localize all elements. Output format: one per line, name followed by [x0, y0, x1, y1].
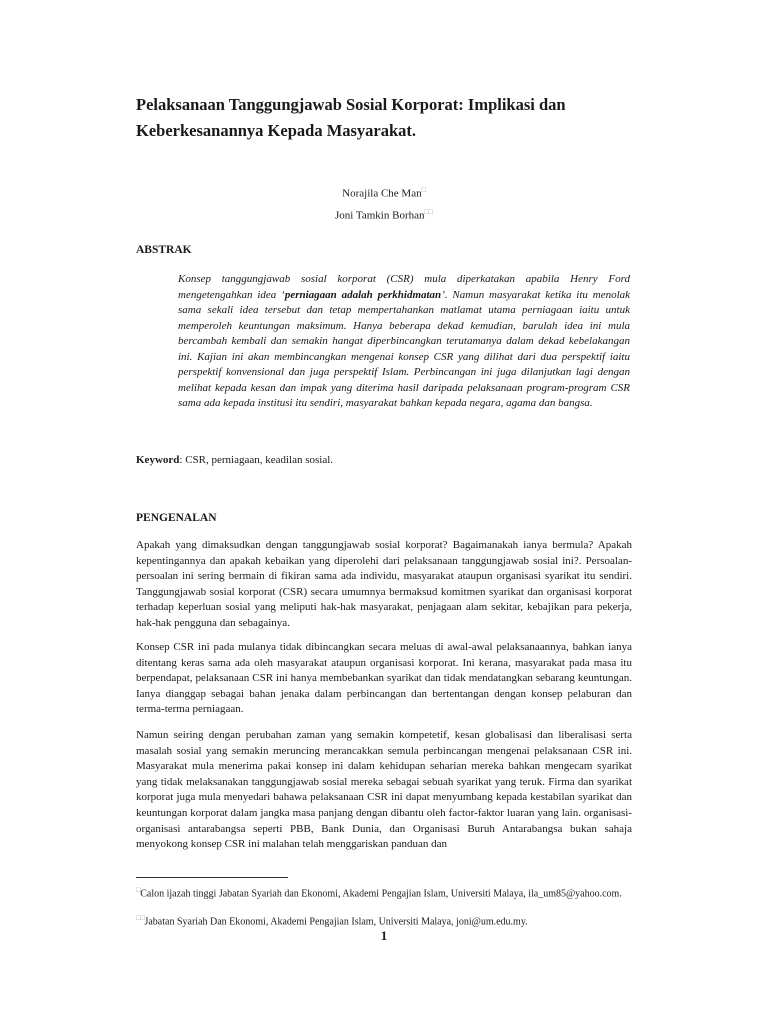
paragraph: Namun seiring dengan perubahan zaman yang semakin kompetetif, kesan globalisasi dan liberalisasi serta masalah sosial yang semakin meruncing merancakkan semula perbincangan mengenai pelaksanaan CSR ini. Masyarakat mula menerima pakai konsep ini dalam kehidupan seharian mereka bahkan mengecam syarikat yang tidak melaksanakan tanggungjawab sosial mereka sebagai sebuah syarikat yang teruk. Firma dan syarikat korporat juga mula menyedari bahawa pelaksanaan CSR ini dapat menyumbang kepada kestabilan syarikat dan keuntungan korporat dalam jangka masa panjang dengan dibantu oleh factor-faktor luaran yang lain. organisasi-organisasi antarabangsa seperti PBB, Bank Dunia, dan Organisasi Buruh Antarabangsa bukan sahaja menyokong konsep CSR ini malahan telah menggariskan panduan dan — [136, 729, 632, 851]
footnote-2 — [136, 912, 632, 929]
author-name: Joni Tamkin Borhan — [335, 209, 425, 222]
author-1 — [0, 181, 768, 203]
keyword-label: Keyword — [136, 454, 180, 466]
title-line-2: Keberkesanannya Kepada Masyarakat. — [136, 121, 417, 140]
author-2 — [0, 203, 768, 225]
footnote-text: Calon ijazah tinggi Jabatan Syariah dan Ekonomi, Akademi Pengajian Islam, Universiti Malaya, ila_um85@yahoo.com. — [140, 888, 622, 900]
keyword-values: : CSR, perniagaan, keadilan sosial. — [179, 454, 334, 466]
footnote-mark: □ — [136, 886, 141, 894]
paper-title — [136, 92, 656, 144]
abstract-emphasis: perniagaan adalah perkhidmatan — [284, 288, 442, 301]
abstract-text-part: Konsep tanggungjawab sosial korporat (CSR) mula diperkatakan apabila Henry Ford mengetengahkan idea ‘ — [178, 273, 630, 301]
footnote-1 — [136, 884, 632, 901]
abstract-text — [178, 272, 630, 412]
author-name: Norajila Che Man — [342, 187, 422, 200]
author-list — [0, 181, 768, 224]
author-footnote-mark: □ — [421, 186, 426, 194]
keyword-line — [136, 454, 333, 466]
footnote-text: Jabatan Syariah Dan Ekonomi, Akademi Pengajian Islam, Universiti Malaya, joni@um.edu.my. — [144, 916, 528, 928]
footnote-separator — [136, 877, 288, 878]
author-footnote-mark: □□ — [424, 207, 433, 216]
introduction-heading: PENGENALAN — [136, 512, 217, 524]
page-number: 1 — [380, 928, 388, 943]
paragraph: Apakah yang dimaksudkan dengan tanggungjawab sosial korporat? Bagaimanakah ianya bermula? Apakah kepentingannya dan apakah kebaikan yang diperolehi dari pelaksanaan tanggungjawab sosial ini?. Persoalan-persoalan ini sering bermain di fikiran sama ada individu, masyarakat ataupun organisasi syarikat itu sendiri. Tanggungjawab sosial korporat (CSR) secara umumnya bermaksud komitmen syarikat dan organisasi korporat terhadap keperluan sosial yang meliputi hak-hak masyarakat, penjagaan alam sekitar, kebajikan para pekerja, hak-hak pengguna dan sebagainya. — [136, 539, 632, 629]
paragraph: Konsep CSR ini pada mulanya tidak dibincangkan secara meluas di awal-awal pelaksanaannya, bahkan ianya ditentang keras sama ada oleh masyarakat ataupun organisasi korporat. Ini kerana, masyarakat pada masa itu berpendapat, pelaksanaan CSR ini hanya membebankan syarikat dan tidak mendatangkan sebarang keuntungan. Ianya dianggap sebagai bahan jenaka dalam perbincangan dan bertentangan dengan konsep pelaburan dan terma-terma perniagaan. — [136, 641, 632, 716]
title-line-1: Pelaksanaan Tanggungjawab Sosial Korporat: Implikasi dan — [136, 95, 566, 114]
abstract-heading: ABSTRAK — [136, 244, 192, 256]
abstract-text-part: ’. Namun masyarakat ketika itu menolak sama sekali idea tersebut dan tetap mempertahankan matlamat utama perniagaan iaitu untuk memperoleh keuntungan maksimum. Hanya beberapa dekad kemudian, barulah idea ini mula bercambah kembali dan semakin hangat diperbincangkan terutamanya dalam dekad kebelakangan ini. Kajian ini akan membincangkan mengenai konsep CSR yang dilihat dari dua perspektif iaitu perspektif konvensional dan juga perspektif Islam. Perbincangan ini juga dilanjutkan lagi dengan melihat kepada kesan dan impak yang diterima hasil daripada pelaksanaan program-program CSR sama ada kepada institusi itu sendiri, masyarakat bahkan kepada negara, agama dan bangsa. — [178, 288, 631, 409]
footnote-mark: □□ — [136, 914, 145, 922]
